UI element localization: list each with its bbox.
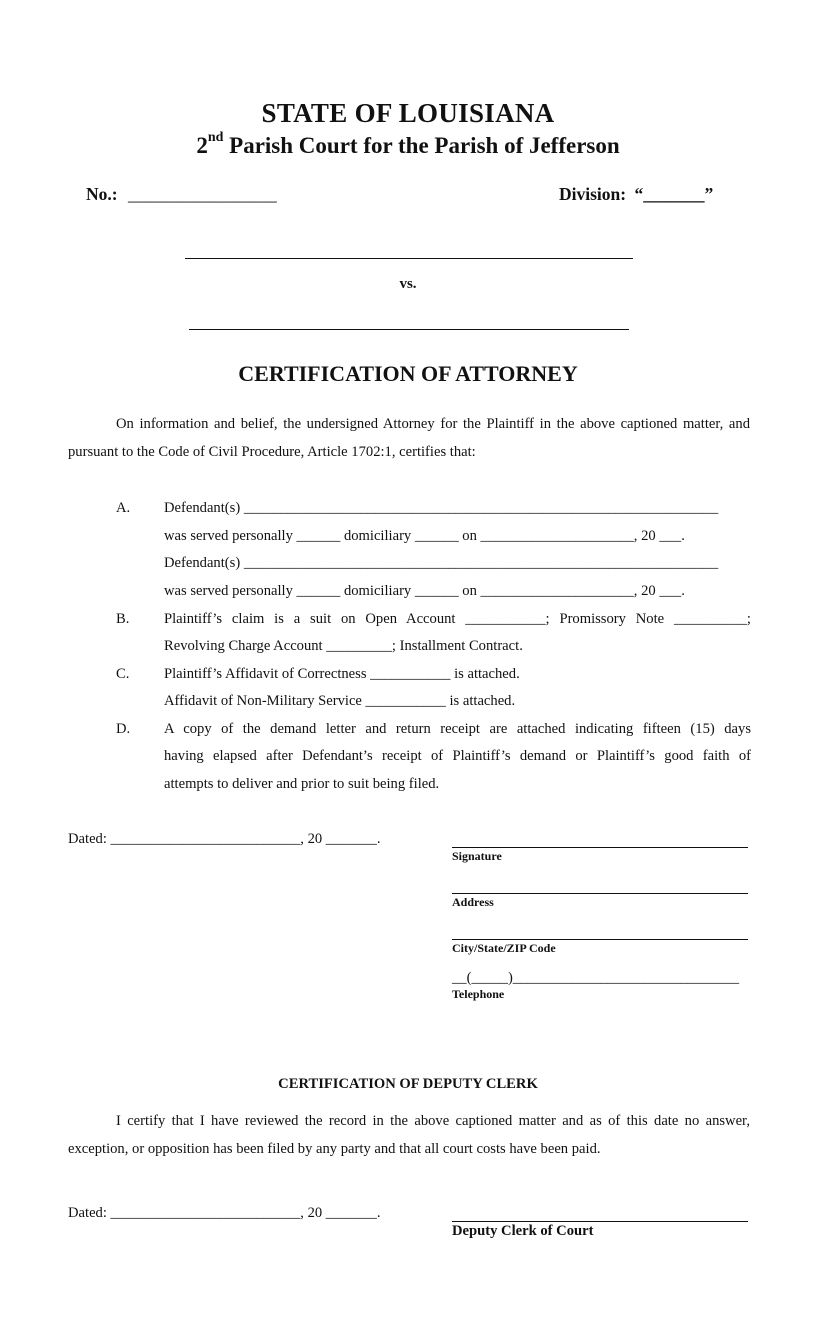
item-d-line-2: having elapsed after Defendant’s receipt of Plaintiff’s demand or Plaintiff’s good faith of [164,748,751,764]
clerk-cert-title: CERTIFICATION OF DEPUTY CLERK [278,1076,538,1092]
item-d-letter: D. [116,721,131,737]
item-b-letter: B. [116,611,130,627]
clerk-cert-body: I certify that I have reviewed the record in the above captioned matter and as of this date no answer, exception, or opposition has been filed by any party and that all court costs have been paid. [68,1113,750,1157]
court-title [0,130,816,159]
telephone-blank[interactable]: __(_____)_______________________________ [452,970,740,986]
court-ordinal-num: 2 [196,133,208,158]
item-a-line-2[interactable]: was served personally ______ domiciliary ______ on _____________________, 20 ___. [164,528,685,544]
attorney-cert-intro: On information and belief, the undersigned Attorney for the Plaintiff in the above captioned matter, and pursuant to the Code of Civil Procedure, Article 1702:1, certifies that: [68,416,750,460]
state-title: STATE OF LOUISIANA [261,98,555,128]
deputy-clerk-label: Deputy Clerk of Court [452,1223,594,1239]
address-line[interactable] [452,893,748,894]
attorney-cert-title: CERTIFICATION OF ATTORNEY [238,361,578,386]
clerk-signature-line[interactable] [452,1221,748,1222]
attorney-dated-line[interactable]: Dated: __________________________, 20 _______. [68,831,381,847]
item-b-line-1[interactable]: Plaintiff’s claim is a suit on Open Account ___________; Promissory Note __________; [164,611,751,627]
versus-label: vs. [399,276,417,292]
item-c-letter: C. [116,666,130,682]
city-state-zip-label: City/State/ZIP Code [452,941,556,955]
item-a-line-3[interactable]: Defendant(s) _________________________________________________________________ [164,555,719,571]
division-label: Division: [559,184,627,204]
defendant-line[interactable] [189,329,629,330]
case-number-blank[interactable]: _________________ [127,184,277,204]
item-a-letter: A. [116,500,131,516]
item-d-line-3: attempts to deliver and prior to suit being filed. [164,776,440,792]
court-ordinal-suffix: nd [207,130,224,145]
case-number [86,184,277,205]
item-b-line-2[interactable]: Revolving Charge Account _________; Installment Contract. [164,638,523,654]
address-label: Address [452,895,494,909]
item-c-line-2[interactable]: Affidavit of Non-Military Service ___________ is attached. [164,693,516,709]
item-a-line-4[interactable]: was served personally ______ domiciliary ______ on _____________________, 20 ___. [164,583,685,599]
item-c-line-1[interactable]: Plaintiff’s Affidavit of Correctness ___________ is attached. [164,666,520,682]
plaintiff-line[interactable] [185,258,633,259]
division-blank[interactable]: “_______” [634,184,714,204]
telephone-label: Telephone [452,987,505,1001]
item-a-line-1[interactable]: Defendant(s) _________________________________________________________________ [164,500,719,516]
signature-line[interactable] [452,847,748,848]
signature-label: Signature [452,849,502,863]
division [559,184,713,205]
case-number-label: No.: [86,184,118,204]
city-state-zip-line[interactable] [452,939,748,940]
court-name: Parish Court for the Parish of Jefferson [223,133,620,158]
item-d-line-1: A copy of the demand letter and return receipt are attached indicating fifteen (15) days [164,721,751,737]
clerk-dated-line[interactable]: Dated: __________________________, 20 _______. [68,1205,381,1221]
